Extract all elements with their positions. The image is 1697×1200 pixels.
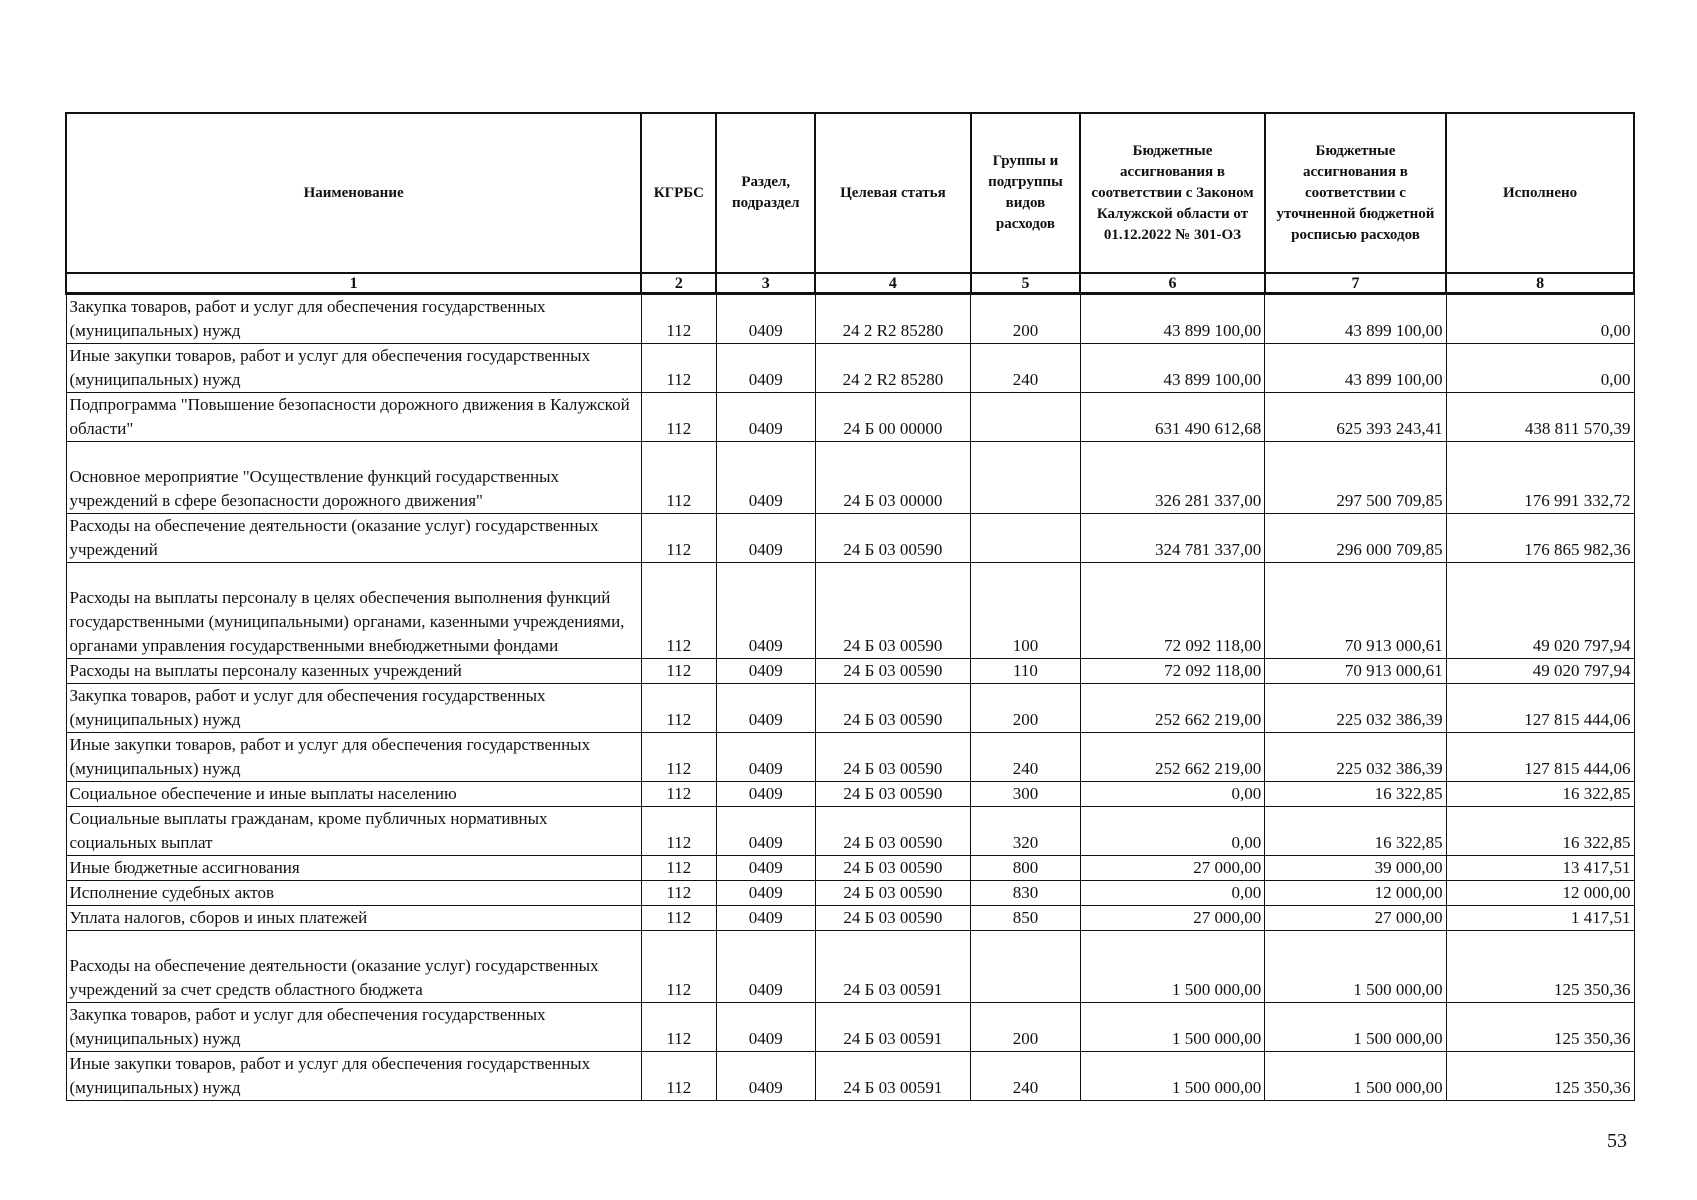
- row-executed-amount: 0,00: [1446, 294, 1634, 344]
- row-name: Иные закупки товаров, работ и услуг для обеспечения государственных (муниципальных) нужд: [66, 733, 641, 782]
- row-target-article: 24 2 R2 85280: [815, 344, 971, 393]
- table-row: [66, 344, 1634, 393]
- row-section: 0409: [716, 1052, 815, 1101]
- row-target-article: 24 Б 03 00590: [815, 733, 971, 782]
- row-target-article: 24 2 R2 85280: [815, 294, 971, 344]
- row-refined-amount: 225 032 386,39: [1265, 684, 1446, 733]
- table-row: [66, 807, 1634, 856]
- row-executed-amount: 1 417,51: [1446, 906, 1634, 931]
- table-row: [66, 294, 1634, 344]
- row-refined-amount: 16 322,85: [1265, 807, 1446, 856]
- row-section: 0409: [716, 1003, 815, 1052]
- row-name: Расходы на выплаты персоналу казенных учреждений: [66, 659, 641, 684]
- row-name: Иные бюджетные ассигнования: [66, 856, 641, 881]
- row-name: Социальные выплаты гражданам, кроме публичных нормативных социальных выплат: [66, 807, 641, 856]
- row-target-article: 24 Б 00 00000: [815, 393, 971, 442]
- row-kgrbs: 112: [641, 563, 716, 659]
- row-law-amount: 324 781 337,00: [1080, 514, 1265, 563]
- row-executed-amount: 49 020 797,94: [1446, 563, 1634, 659]
- row-expense-group: 320: [971, 807, 1080, 856]
- table-row: [66, 1052, 1634, 1101]
- table-row: [66, 563, 1634, 659]
- row-refined-amount: 43 899 100,00: [1265, 344, 1446, 393]
- row-executed-amount: 13 417,51: [1446, 856, 1634, 881]
- table-row: [66, 931, 1634, 1003]
- row-section: 0409: [716, 931, 815, 1003]
- row-law-amount: 1 500 000,00: [1080, 1052, 1265, 1101]
- col-number: 3: [716, 273, 815, 294]
- row-target-article: 24 Б 03 00590: [815, 563, 971, 659]
- row-refined-amount: 625 393 243,41: [1265, 393, 1446, 442]
- row-name: Расходы на обеспечение деятельности (оказание услуг) государственных учреждений за счет средств областного бюджета: [66, 931, 641, 1003]
- row-refined-amount: 1 500 000,00: [1265, 931, 1446, 1003]
- row-section: 0409: [716, 856, 815, 881]
- row-name: Расходы на выплаты персоналу в целях обеспечения выполнения функций государственными (муниципальными) органами, казенными учреждениями, органами управления государственными внебюджетными фондами: [66, 563, 641, 659]
- row-target-article: 24 Б 03 00590: [815, 514, 971, 563]
- table-row: [66, 906, 1634, 931]
- row-kgrbs: 112: [641, 659, 716, 684]
- row-expense-group: 850: [971, 906, 1080, 931]
- row-law-amount: 1 500 000,00: [1080, 1003, 1265, 1052]
- row-refined-amount: 39 000,00: [1265, 856, 1446, 881]
- row-target-article: 24 Б 03 00591: [815, 1052, 971, 1101]
- row-executed-amount: 125 350,36: [1446, 1052, 1634, 1101]
- row-expense-group: 200: [971, 684, 1080, 733]
- row-law-amount: 27 000,00: [1080, 906, 1265, 931]
- row-refined-amount: 70 913 000,61: [1265, 659, 1446, 684]
- table-row: [66, 1003, 1634, 1052]
- col-header-section: Раздел, подраздел: [716, 113, 815, 273]
- col-number: 7: [1265, 273, 1446, 294]
- row-name: Иные закупки товаров, работ и услуг для обеспечения государственных (муниципальных) нужд: [66, 1052, 641, 1101]
- table-row: [66, 393, 1634, 442]
- col-number: 6: [1080, 273, 1265, 294]
- col-header-target-article: Целевая статья: [815, 113, 971, 273]
- page-number: 53: [1607, 1130, 1627, 1152]
- table-body: [66, 294, 1634, 1101]
- row-section: 0409: [716, 393, 815, 442]
- col-number: 1: [66, 273, 641, 294]
- row-executed-amount: 49 020 797,94: [1446, 659, 1634, 684]
- row-expense-group: 800: [971, 856, 1080, 881]
- col-header-kgrbs: КГРБС: [641, 113, 716, 273]
- row-expense-group: 100: [971, 563, 1080, 659]
- row-expense-group: 200: [971, 294, 1080, 344]
- row-executed-amount: 176 865 982,36: [1446, 514, 1634, 563]
- row-expense-group: 300: [971, 782, 1080, 807]
- row-section: 0409: [716, 684, 815, 733]
- table-row: [66, 856, 1634, 881]
- row-law-amount: 43 899 100,00: [1080, 344, 1265, 393]
- row-refined-amount: 16 322,85: [1265, 782, 1446, 807]
- row-law-amount: 27 000,00: [1080, 856, 1265, 881]
- row-expense-group: 830: [971, 881, 1080, 906]
- row-executed-amount: 12 000,00: [1446, 881, 1634, 906]
- col-number: 5: [971, 273, 1080, 294]
- row-kgrbs: 112: [641, 1052, 716, 1101]
- row-name: Социальное обеспечение и иные выплаты населению: [66, 782, 641, 807]
- table-row: [66, 881, 1634, 906]
- row-target-article: 24 Б 03 00591: [815, 931, 971, 1003]
- row-target-article: 24 Б 03 00590: [815, 684, 971, 733]
- row-target-article: 24 Б 03 00590: [815, 906, 971, 931]
- header-row: [66, 113, 1634, 273]
- row-refined-amount: 1 500 000,00: [1265, 1003, 1446, 1052]
- table-row: [66, 782, 1634, 807]
- col-header-refined-allocations: Бюджетные ассигнования в соответствии с уточненной бюджетной росписью расходов: [1265, 113, 1446, 273]
- row-section: 0409: [716, 733, 815, 782]
- row-section: 0409: [716, 881, 815, 906]
- row-executed-amount: 0,00: [1446, 344, 1634, 393]
- row-name: Закупка товаров, работ и услуг для обеспечения государственных (муниципальных) нужд: [66, 294, 641, 344]
- row-target-article: 24 Б 03 00590: [815, 856, 971, 881]
- row-target-article: 24 Б 03 00590: [815, 807, 971, 856]
- row-kgrbs: 112: [641, 906, 716, 931]
- row-kgrbs: 112: [641, 856, 716, 881]
- row-executed-amount: 127 815 444,06: [1446, 733, 1634, 782]
- row-expense-group: 240: [971, 344, 1080, 393]
- row-target-article: 24 Б 03 00000: [815, 442, 971, 514]
- row-kgrbs: 112: [641, 393, 716, 442]
- row-kgrbs: 112: [641, 344, 716, 393]
- row-section: 0409: [716, 782, 815, 807]
- row-kgrbs: 112: [641, 514, 716, 563]
- row-target-article: 24 Б 03 00590: [815, 659, 971, 684]
- row-section: 0409: [716, 442, 815, 514]
- row-target-article: 24 Б 03 00590: [815, 782, 971, 807]
- row-name: Основное мероприятие "Осуществление функций государственных учреждений в сфере безопасности дорожного движения": [66, 442, 641, 514]
- col-number: 4: [815, 273, 971, 294]
- row-executed-amount: 438 811 570,39: [1446, 393, 1634, 442]
- row-section: 0409: [716, 906, 815, 931]
- col-header-name: Наименование: [66, 113, 641, 273]
- row-target-article: 24 Б 03 00590: [815, 881, 971, 906]
- row-law-amount: 1 500 000,00: [1080, 931, 1265, 1003]
- row-kgrbs: 112: [641, 931, 716, 1003]
- column-number-row: [66, 273, 1634, 294]
- row-refined-amount: 296 000 709,85: [1265, 514, 1446, 563]
- row-expense-group: [971, 514, 1080, 563]
- row-expense-group: 240: [971, 733, 1080, 782]
- row-law-amount: 326 281 337,00: [1080, 442, 1265, 514]
- row-law-amount: 0,00: [1080, 881, 1265, 906]
- row-name: Уплата налогов, сборов и иных платежей: [66, 906, 641, 931]
- row-law-amount: 631 490 612,68: [1080, 393, 1265, 442]
- row-name: Исполнение судебных актов: [66, 881, 641, 906]
- row-section: 0409: [716, 659, 815, 684]
- row-name: Закупка товаров, работ и услуг для обеспечения государственных (муниципальных) нужд: [66, 684, 641, 733]
- row-executed-amount: 16 322,85: [1446, 782, 1634, 807]
- table-row: [66, 684, 1634, 733]
- row-kgrbs: 112: [641, 881, 716, 906]
- table-row: [66, 659, 1634, 684]
- row-law-amount: 0,00: [1080, 782, 1265, 807]
- row-refined-amount: 297 500 709,85: [1265, 442, 1446, 514]
- row-refined-amount: 27 000,00: [1265, 906, 1446, 931]
- row-refined-amount: 43 899 100,00: [1265, 294, 1446, 344]
- row-section: 0409: [716, 563, 815, 659]
- row-executed-amount: 127 815 444,06: [1446, 684, 1634, 733]
- col-header-expense-groups: Группы и подгруппы видов расходов: [971, 113, 1080, 273]
- row-refined-amount: 225 032 386,39: [1265, 733, 1446, 782]
- row-kgrbs: 112: [641, 733, 716, 782]
- row-executed-amount: 125 350,36: [1446, 1003, 1634, 1052]
- col-header-law-allocations: Бюджетные ассигнования в соответствии с Законом Калужской области от 01.12.2022 № 301-ОЗ: [1080, 113, 1265, 273]
- row-law-amount: 252 662 219,00: [1080, 733, 1265, 782]
- row-expense-group: 240: [971, 1052, 1080, 1101]
- row-section: 0409: [716, 294, 815, 344]
- row-section: 0409: [716, 514, 815, 563]
- row-expense-group: [971, 442, 1080, 514]
- row-name: Иные закупки товаров, работ и услуг для обеспечения государственных (муниципальных) нужд: [66, 344, 641, 393]
- row-law-amount: 72 092 118,00: [1080, 659, 1265, 684]
- row-kgrbs: 112: [641, 782, 716, 807]
- row-law-amount: 252 662 219,00: [1080, 684, 1265, 733]
- col-number: 8: [1446, 273, 1634, 294]
- row-section: 0409: [716, 807, 815, 856]
- row-refined-amount: 12 000,00: [1265, 881, 1446, 906]
- row-expense-group: 200: [971, 1003, 1080, 1052]
- row-law-amount: 43 899 100,00: [1080, 294, 1265, 344]
- row-kgrbs: 112: [641, 442, 716, 514]
- row-expense-group: [971, 393, 1080, 442]
- row-kgrbs: 112: [641, 807, 716, 856]
- budget-table: [65, 112, 1635, 1101]
- row-kgrbs: 112: [641, 1003, 716, 1052]
- row-refined-amount: 1 500 000,00: [1265, 1052, 1446, 1101]
- table-row: [66, 442, 1634, 514]
- table-row: [66, 733, 1634, 782]
- row-name: Подпрограмма "Повышение безопасности дорожного движения в Калужской области": [66, 393, 641, 442]
- row-executed-amount: 176 991 332,72: [1446, 442, 1634, 514]
- row-name: Закупка товаров, работ и услуг для обеспечения государственных (муниципальных) нужд: [66, 1003, 641, 1052]
- row-executed-amount: 125 350,36: [1446, 931, 1634, 1003]
- row-section: 0409: [716, 344, 815, 393]
- row-expense-group: 110: [971, 659, 1080, 684]
- row-name: Расходы на обеспечение деятельности (оказание услуг) государственных учреждений: [66, 514, 641, 563]
- row-kgrbs: 112: [641, 684, 716, 733]
- table-row: [66, 514, 1634, 563]
- row-law-amount: 0,00: [1080, 807, 1265, 856]
- row-executed-amount: 16 322,85: [1446, 807, 1634, 856]
- row-target-article: 24 Б 03 00591: [815, 1003, 971, 1052]
- row-refined-amount: 70 913 000,61: [1265, 563, 1446, 659]
- col-number: 2: [641, 273, 716, 294]
- row-expense-group: [971, 931, 1080, 1003]
- row-law-amount: 72 092 118,00: [1080, 563, 1265, 659]
- col-header-executed: Исполнено: [1446, 113, 1634, 273]
- row-kgrbs: 112: [641, 294, 716, 344]
